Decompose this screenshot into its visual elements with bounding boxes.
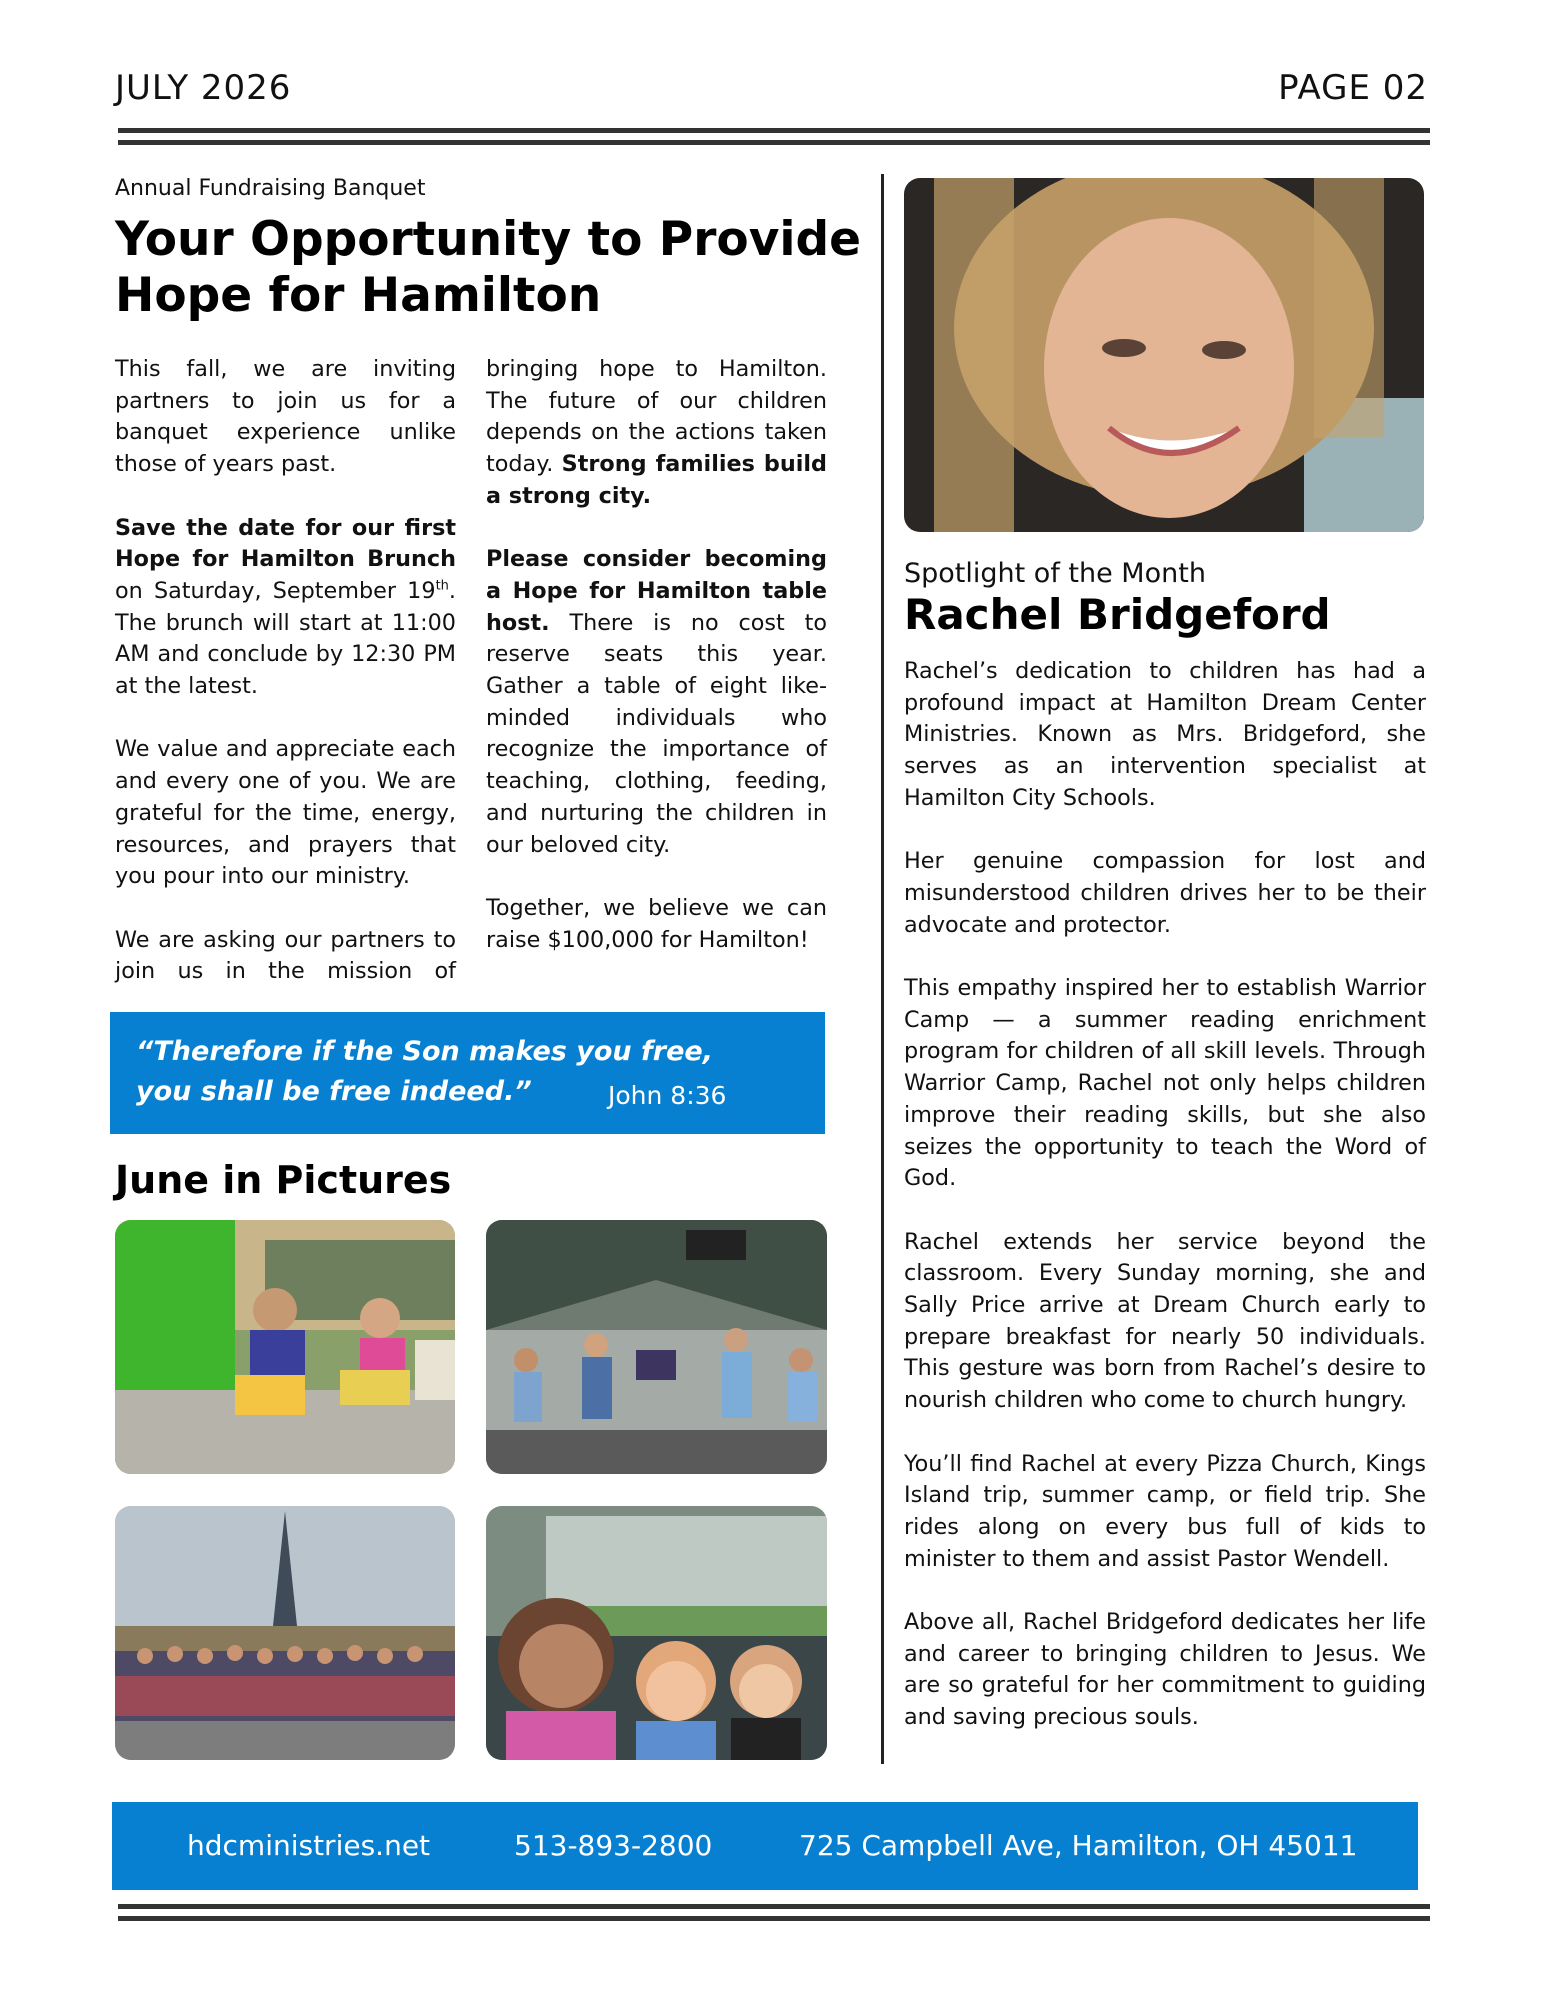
page-header (115, 66, 1428, 110)
article-paragraph: Together, we believe we can raise $100,000 for Hamilton! (486, 894, 827, 953)
article-paragraph: This fall, we are inviting partners to join us for a banquet experience unlike those of years past. (115, 356, 456, 478)
column-divider (881, 174, 884, 1764)
pictures-section-title: June in Pictures (115, 1158, 452, 1202)
spotlight-paragraph: Above all, Rachel Bridgeford dedicates her life and career to bringing children to Jesus. We are so grateful for her commitment to guiding and saving precious souls. (904, 1609, 1426, 1731)
photo-band (486, 1220, 827, 1474)
scripture-quote-box (110, 1012, 825, 1134)
scripture-quote: “Therefore if the Son makes you free, you shall be free indeed.” (136, 1036, 713, 1107)
address: 725 Campbell Ave, Hamilton, OH 45011 (799, 1829, 1358, 1862)
photo-bus (486, 1506, 827, 1760)
contact-footer (112, 1802, 1418, 1890)
spotlight-paragraph: Rachel’s dedication to children has had a profound impact at Hamilton Dream Center Ministries. Known as Mrs. Bridgeford, she serves as an intervention specialist at Hamilton City Schools. (904, 658, 1426, 811)
spotlight-name: Rachel Bridgeford (904, 590, 1331, 639)
spotlight-paragraph: Her genuine compassion for lost and misunderstood children drives her to be their advocate and protector. (904, 848, 1426, 938)
page-number: PAGE 02 (1278, 68, 1428, 108)
article-paragraph: Please consider becoming a Hope for Hamilton table host. There is no cost to reserve seats this year. Gather a table of eight like-minded individuals who recognize the importance of teaching, clothing, feeding, and nurturing the children in our beloved city. (486, 546, 827, 858)
top-double-rule (118, 128, 1430, 145)
website-link[interactable]: hdcministries.net (187, 1829, 431, 1862)
article-body (115, 354, 827, 996)
spotlight-portrait (904, 178, 1424, 532)
article-kicker: Annual Fundraising Banquet (115, 176, 426, 201)
issue-date: JULY 2026 (115, 68, 292, 108)
article-paragraph: We are asking our partners to join us in the mission of bringing hope to Hamilton. The future of our children depends on the actions taken today. Strong families build a strong city. (115, 356, 827, 985)
photo-ride (115, 1220, 455, 1474)
article-headline: Your Opportunity to Provide Hope for Hamilton (115, 212, 861, 323)
article-paragraph: We value and appreciate each and every one of you. We are grateful for the time, energy, resources, and prayers that you pour into our ministry. (115, 736, 456, 890)
bottom-double-rule (118, 1904, 1430, 1921)
photo-group (115, 1506, 455, 1760)
spotlight-kicker: Spotlight of the Month (904, 558, 1206, 589)
phone-number[interactable]: 513-893-2800 (514, 1829, 713, 1862)
article-paragraph: Save the date for our first Hope for Hamilton Brunch on Saturday, September 19th. The brunch will start at 11:00 AM and conclude by 12:30 PM at the latest. (115, 514, 456, 700)
scripture-reference: John 8:36 (608, 1081, 727, 1110)
spotlight-paragraph: You’ll find Rachel at every Pizza Church, Kings Island trip, summer camp, or field trip. She rides along on every bus full of kids to minister to them and assist Pastor Wendell. (904, 1450, 1426, 1572)
spotlight-paragraph: Rachel extends her service beyond the classroom. Every Sunday morning, she and Sally Price arrive at Dream Church early to prepare breakfast for nearly 50 individuals. This gesture was born from Rachel’s desire to nourish children who come to church hungry. (904, 1228, 1426, 1414)
spotlight-paragraph: This empathy inspired her to establish Warrior Camp — a summer reading enrichment program for children of all skill levels. Through Warrior Camp, Rachel not only helps children improve their reading skills, but she also seizes the opportunity to teach the Word of God. (904, 975, 1426, 1192)
spotlight-body (904, 656, 1426, 1766)
